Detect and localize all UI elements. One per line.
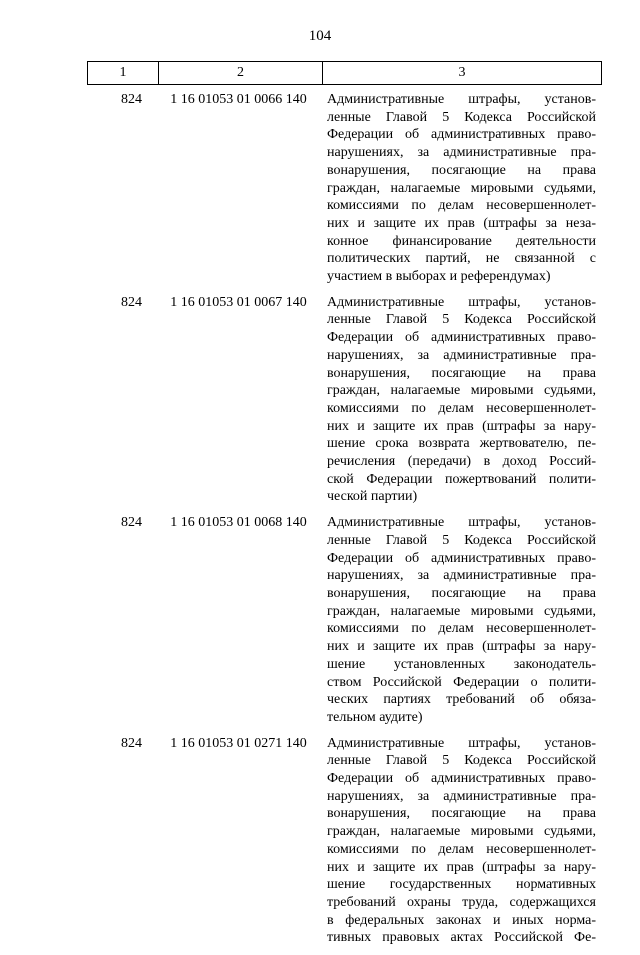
row-description [320,294,596,506]
description-line: вонарушения, посягающие на права [327,365,596,381]
description-line: шение государственных нормативных [327,877,596,893]
description-line: Федерации об административных право- [327,550,596,566]
description-line: Федерации об административных право- [327,127,596,143]
description-line: тельном аудите) [327,709,423,725]
description-line: вонарушения, посягающие на права [327,162,596,178]
description-line: ческих партиях требований об обяза- [327,692,596,708]
description-line: вонарушения, посягающие на права [327,585,596,601]
description-line: граждан, налагаемые мировыми судьями, [327,383,596,399]
admin-code: 824 [121,515,142,531]
description-line: комиссиями по делам несовершеннолет- [327,198,596,214]
description-line: тивных правовых актах Российской Фе- [327,930,596,946]
row-description [320,735,596,947]
description-line: шение срока возврата жертвователю, пе- [327,436,596,452]
admin-code: 824 [121,735,142,751]
budget-classification-code: 1 16 01053 01 0067 140 [170,294,307,310]
admin-code: 824 [121,92,142,107]
admin-code: 824 [121,294,142,310]
description-line: Административные штрафы, установ- [327,92,596,107]
table-body [87,91,600,955]
budget-classification-code: 1 16 01053 01 0068 140 [170,515,307,531]
page-number: 104 [308,28,332,44]
header-col-2: 2 [159,62,323,85]
description-line: в федеральных законах и иных норма- [327,912,596,928]
header-col-3: 3 [323,62,602,85]
description-line: речисления (передачи) в доход Россий- [327,454,596,470]
description-line: ленные Главой 5 Кодекса Российской [327,109,596,125]
description-line: граждан, налагаемые мировыми судьями, [327,180,596,196]
description-line: Федерации об административных право- [327,771,596,787]
description-line: комиссиями по делам несовершеннолет- [327,400,596,416]
description-line: конное финансирование деятельности [327,233,596,249]
description-line: ленные Главой 5 Кодекса Российской [327,532,596,548]
description-line: граждан, налагаемые мировыми судьями, [327,603,596,619]
description-line: комиссиями по делам несовершеннолет- [327,621,596,637]
description-line: Административные штрафы, установ- [327,735,596,751]
description-line: нарушениях, за административные пра- [327,568,596,584]
description-line: ческой партии) [327,489,418,505]
description-line: нарушениях, за административные пра- [327,145,596,161]
table-row [87,514,600,726]
description-line: политических партий, не связанной с [327,251,596,267]
description-line: нарушениях, за административные пра- [327,788,596,804]
budget-classification-code: 1 16 01053 01 0066 140 [170,92,307,107]
description-line: Административные штрафы, установ- [327,294,596,310]
description-line: граждан, налагаемые мировыми судьями, [327,824,596,840]
description-line: комиссиями по делам несовершеннолет- [327,841,596,857]
description-line: нарушениях, за административные пра- [327,347,596,363]
header-col-1: 1 [88,62,159,85]
table-row [87,294,600,506]
description-line: шение установленных законодатель- [327,656,596,672]
table-row [87,91,600,286]
description-line: ленные Главой 5 Кодекса Российской [327,312,596,328]
description-line: ской Федерации пожертвований полити- [327,471,596,487]
table-header [87,61,602,85]
description-line: участием в выборах и референдумах) [327,269,551,285]
description-line: них и защите их прав (штрафы за нару- [327,418,596,434]
description-line: них и защите их прав (штрафы за нару- [327,639,596,655]
description-line: Федерации об административных право- [327,330,596,346]
description-line: ством Российской Федерации о полити- [327,674,596,690]
row-description [320,91,596,286]
row-description [320,514,596,726]
description-line: них и защите их прав (штрафы за нару- [327,859,596,875]
table-row [87,735,600,947]
description-line: вонарушения, посягающие на права [327,806,596,822]
description-line: них и защите их прав (штрафы за неза- [327,215,596,231]
description-line: требований охраны труда, содержащихся [327,894,596,910]
description-line: ленные Главой 5 Кодекса Российской [327,753,596,769]
description-line: Административные штрафы, установ- [327,515,596,531]
budget-classification-code: 1 16 01053 01 0271 140 [170,735,307,751]
